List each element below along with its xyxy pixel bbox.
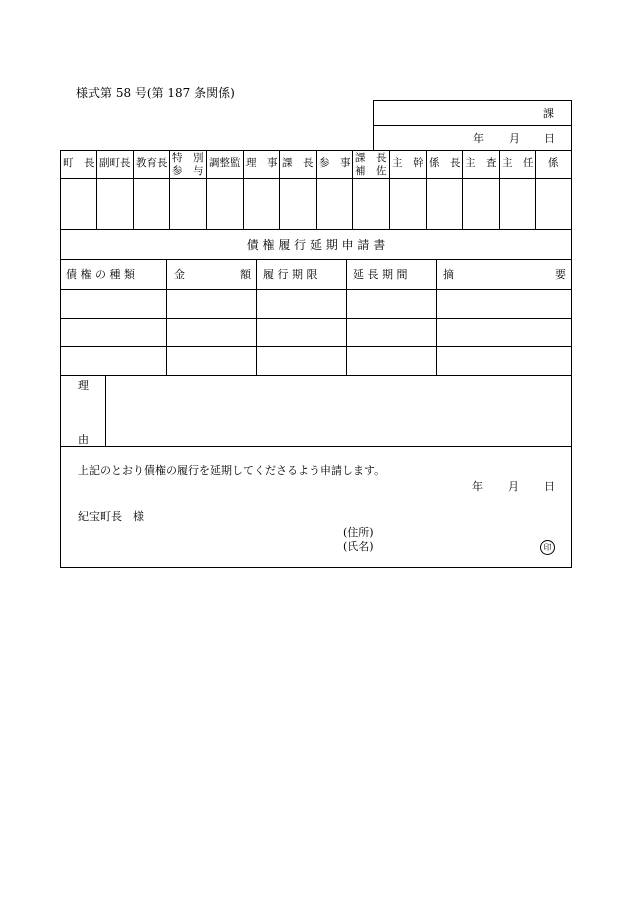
approval-special-advisor-line1: 特 別	[172, 152, 204, 164]
approval-assistant-chief-line2: 補 佐	[355, 165, 387, 177]
approval-director: 理 事	[246, 157, 278, 169]
col-header-remarks-left: 摘	[443, 268, 454, 281]
col-header-amount-right: 額	[240, 268, 251, 281]
col-header-amount-left: 金	[174, 268, 185, 281]
address-label: (住所)	[343, 526, 374, 539]
seal-stamp: 印	[540, 540, 555, 555]
date-day-label: 日	[544, 480, 555, 493]
approval-superintendent: 教育長	[136, 157, 168, 169]
date-month-label: 月	[508, 480, 519, 493]
approval-chief-officer: 主 幹	[392, 157, 424, 169]
application-form	[60, 100, 572, 568]
approval-section-chief: 課 長	[282, 157, 314, 169]
header-day-label: 日	[544, 132, 555, 145]
approval-staff: 係	[548, 157, 559, 169]
section-ka-label: 課	[543, 107, 554, 120]
reason-label-top: 理	[78, 379, 89, 392]
approval-assistant-chief-line1: 課 長	[355, 152, 387, 164]
col-header-remarks-right: 要	[555, 268, 566, 281]
approval-councillor: 参 事	[319, 157, 351, 169]
approval-unit-chief: 係 長	[429, 157, 461, 169]
header-year-label: 年	[473, 132, 484, 145]
date-year-label: 年	[472, 480, 483, 493]
approval-coordinator: 調整監	[209, 157, 241, 169]
form-number-label: 様式第 58 号(第 187 条関係)	[76, 86, 235, 100]
approval-deputy-mayor: 副町長	[99, 157, 131, 169]
form-title: 債 権 履 行 延 期 申 請 書	[246, 238, 386, 252]
request-statement: 上記のとおり債権の履行を延期してくださるよう申請します。	[78, 464, 386, 477]
approval-inspector: 主 査	[465, 157, 497, 169]
approval-special-advisor-line2: 参 与	[172, 165, 204, 177]
col-header-due-date: 履 行 期 限	[263, 268, 318, 281]
col-header-claim-type: 債 権 の 種 類	[66, 268, 135, 281]
approval-mayor: 町 長	[63, 157, 95, 169]
reason-label-bottom: 由	[78, 433, 89, 446]
col-header-extension-period: 延 長 期 間	[353, 268, 408, 281]
name-label: (氏名)	[343, 540, 374, 553]
addressee: 紀宝町長 様	[78, 510, 144, 523]
approval-supervisor: 主 任	[502, 157, 534, 169]
header-month-label: 月	[509, 132, 520, 145]
